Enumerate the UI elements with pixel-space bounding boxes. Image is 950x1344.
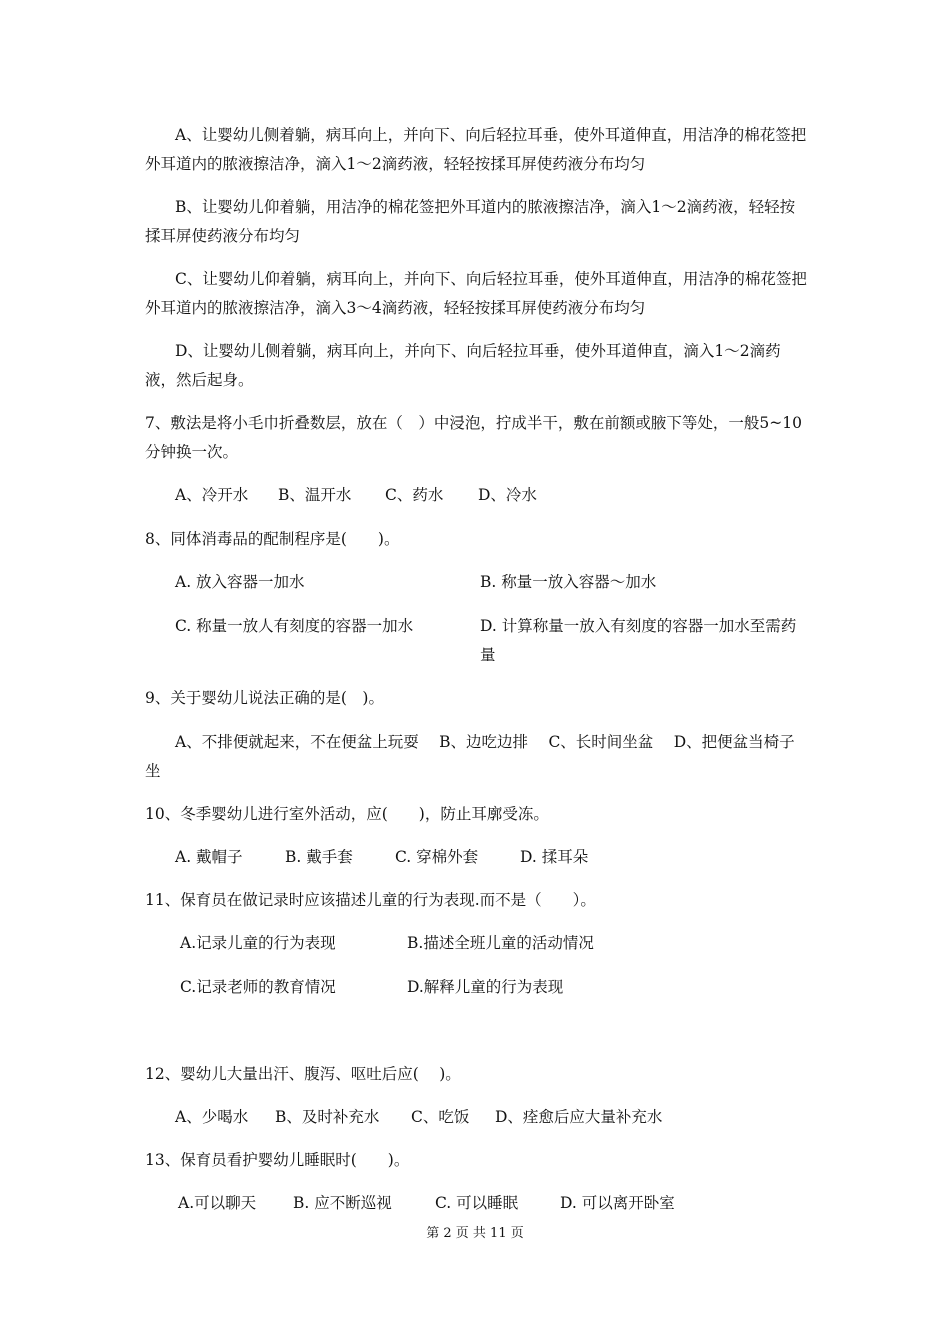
q10-option-c: C. 穿棉外套	[395, 848, 479, 866]
q8-option-d-wrap	[480, 612, 810, 670]
q13-option-d: D. 可以离开卧室	[560, 1194, 675, 1212]
q12-options	[145, 1103, 810, 1132]
q6-option-b: B、让婴幼儿仰着躺，用洁净的棉花签把外耳道内的脓液擦洁净，滴入1～2滴药液，轻轻按揉耳屏使药液分布均匀	[145, 198, 796, 245]
q8-stem: 8、同体消毒品的配制程序是( )。	[145, 530, 400, 548]
q10-options	[145, 843, 810, 872]
q12-stem: 12、婴幼儿大量出汗、腹泻、呕吐后应( )。	[145, 1065, 461, 1083]
q6-option-a: A、让婴幼儿侧着躺，病耳向上，并向下、向后轻拉耳垂，使外耳道伸直，用洁净的棉花签把外耳道内的脓液擦洁净，滴入1～2滴药液，轻轻按揉耳屏使药液分布均匀	[145, 126, 807, 173]
q13-stem: 13、保育员看护婴幼儿睡眠时( )。	[145, 1151, 410, 1169]
q8-option-c: C. 称量一放人有刻度的容器一加水	[175, 617, 414, 635]
q10-option-a: A. 戴帽子	[175, 848, 243, 866]
q10-stem: 10、冬季婴幼儿进行室外活动，应( )，防止耳廓受冻。	[145, 805, 549, 823]
q7-option-d: D、冷水	[478, 486, 537, 504]
q13-option-c: C. 可以睡眠	[435, 1194, 519, 1212]
q12-option-d: D、痊愈后应大量补充水	[495, 1108, 663, 1126]
q11-options-row2	[145, 973, 810, 1002]
q7-option-a: A、冷开水	[175, 486, 249, 504]
q10-option-d: D. 揉耳朵	[520, 848, 589, 866]
q7-stem: 7、敷法是将小毛巾折叠数层，放在（ ）中浸泡，拧成半干，敷在前额或腋下等处，一般5~10分钟换一次。	[145, 414, 802, 461]
q11-option-b: B.描述全班儿童的活动情况	[407, 934, 594, 952]
q7-option-b: B、温开水	[278, 486, 352, 504]
q11-option-d: D.解释儿童的行为表现	[407, 978, 564, 996]
q11-options-row1	[145, 929, 810, 958]
q8-option-b: B. 称量一放入容器～加水	[480, 573, 657, 591]
q7-option-c: C、药水	[385, 486, 444, 504]
q13-option-a: A.可以聊天	[178, 1194, 257, 1212]
q9-options: A、不排便就起来，不在便盆上玩耍 B、边吃边排 C、长时间坐盆 D、把便盆当椅子坐	[145, 733, 795, 780]
q13-options	[145, 1189, 810, 1218]
q11-stem: 11、保育员在做记录时应该描述儿童的行为表现.而不是（ ）。	[145, 891, 596, 909]
q8-options-row1	[145, 568, 810, 597]
q8-option-d: D. 计算称量一放入有刻度的容器一加水至需药量	[480, 617, 797, 664]
q12-option-c: C、吃饭	[411, 1108, 470, 1126]
q13-option-b: B. 应不断巡视	[293, 1194, 392, 1212]
q10-option-b: B. 戴手套	[285, 848, 353, 866]
q11-option-c: C.记录老师的教育情况	[180, 978, 336, 996]
q6-option-c: C、让婴幼儿仰着躺，病耳向上，并向下、向后轻拉耳垂，使外耳道伸直，用洁净的棉花签把外耳道内的脓液擦洁净，滴入3～4滴药液，轻轻按揉耳屏使药液分布均匀	[145, 270, 807, 317]
q9-stem: 9、关于婴幼儿说法正确的是( )。	[145, 689, 384, 707]
page-number-footer: 第 2 页 共 11 页	[426, 1226, 524, 1241]
q12-option-a: A、少喝水	[175, 1108, 249, 1126]
q11-option-a: A.记录儿童的行为表现	[180, 934, 336, 952]
q7-options	[145, 481, 810, 510]
q12-option-b: B、及时补充水	[275, 1108, 380, 1126]
q8-option-a: A. 放入容器一加水	[175, 573, 305, 591]
q6-option-d: D、让婴幼儿侧着躺，病耳向上，并向下、向后轻拉耳垂，使外耳道伸直，滴入1～2滴药液，然后起身。	[145, 342, 781, 389]
